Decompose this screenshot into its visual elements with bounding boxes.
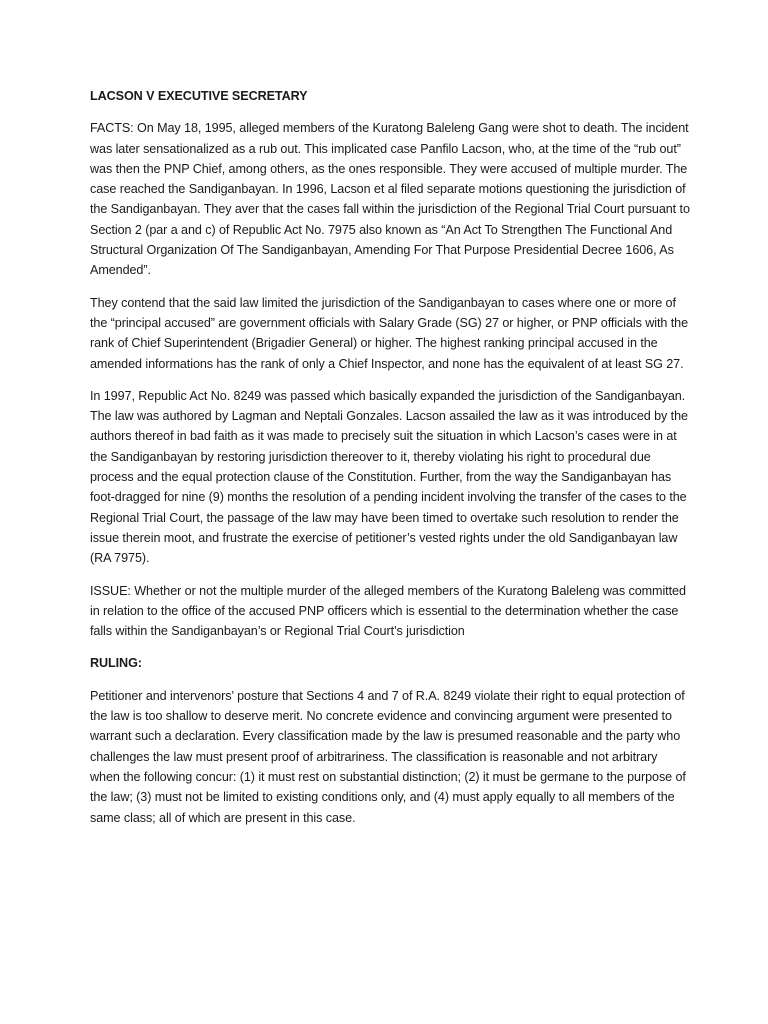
facts-paragraph: FACTS: On May 18, 1995, alleged members of the Kuratong Baleleng Gang were shot to death. The incident was later sensationalized as a rub out. This implicated case Panfilo Lacson, who, at the time of the “rub out” was then the PNP Chief, among others, as the ones responsible. They were accused of multiple murder. The case reached the Sandiganbayan. In 1996, Lacson et al filed separate motions questioning the jurisdiction of the Sandiganbayan. They aver that the cases fall within the jurisdiction of the Regional Trial Court pursuant to Section 2 (par a and c) of Republic Act No. 7975 also known as “An Act To Strengthen The Functional And Structural Organization Of The Sandiganbayan, Amending For That Purpose Presidential Decree 1606, As Amended”. [90, 121, 690, 278]
ruling-paragraph: Petitioner and intervenors’ posture that Sections 4 and 7 of R.A. 8249 violate their right to equal protection of the law is too shallow to deserve merit. No concrete evidence and convincing argument were presented to warrant such a declaration. Every classification made by the law is presumed reasonable and the party who challenges the law must present proof of arbitrariness. The classification is reasonable and not arbitrary when the following concur: (1) it must rest on substantial distinction; (2) it must be germane to the purpose of the law; (3) must not be limited to existing conditions only, and (4) must apply equally to all members of the same class; all of which are present in this case. [90, 688, 686, 825]
issue-paragraph: ISSUE: Whether or not the multiple murder of the alleged members of the Kuratong Baleleng was committed in relation to the office of the accused PNP officers which is essential to the determination whether the case falls within the Sandiganbayan’s or Regional Trial Court’s jurisdiction [90, 583, 686, 639]
document-title: LACSON V EXECUTIVE SECRETARY [90, 89, 308, 103]
contention-paragraph: They contend that the said law limited the jurisdiction of the Sandiganbayan to cases where one or more of the “principal accused” are government officials with Salary Grade (SG) 27 or higher, or PNP officials with the rank of Chief Superintendent (Brigadier General) or higher. The highest ranking principal accused in the amended informations has the rank of only a Chief Inspector, and none has the equivalent of at least SG 27. [90, 295, 689, 371]
document-page [90, 86, 690, 840]
ra-8249-paragraph: In 1997, Republic Act No. 8249 was passed which basically expanded the jurisdiction of the Sandiganbayan. The law was authored by Lagman and Neptali Gonzales. Lacson assailed the law as it was introduced by the authors thereof in bad faith as it was made to precisely suit the situation in which Lacson’s cases were in at the Sandiganbayan by restoring jurisdiction thereover to it, thereby violating his right to procedural due process and the equal protection clause of the Constitution. Further, from the way the Sandiganbayan has foot-dragged for nine (9) months the resolution of a pending incident involving the transfer of the cases to the Regional Trial Court, the passage of the law may have been timed to overtake such resolution to render the issue therein moot, and frustrate the exercise of petitioner’s vested rights under the old Sandiganbayan law (RA 7975). [90, 388, 688, 566]
ruling-heading: RULING: [90, 656, 142, 671]
